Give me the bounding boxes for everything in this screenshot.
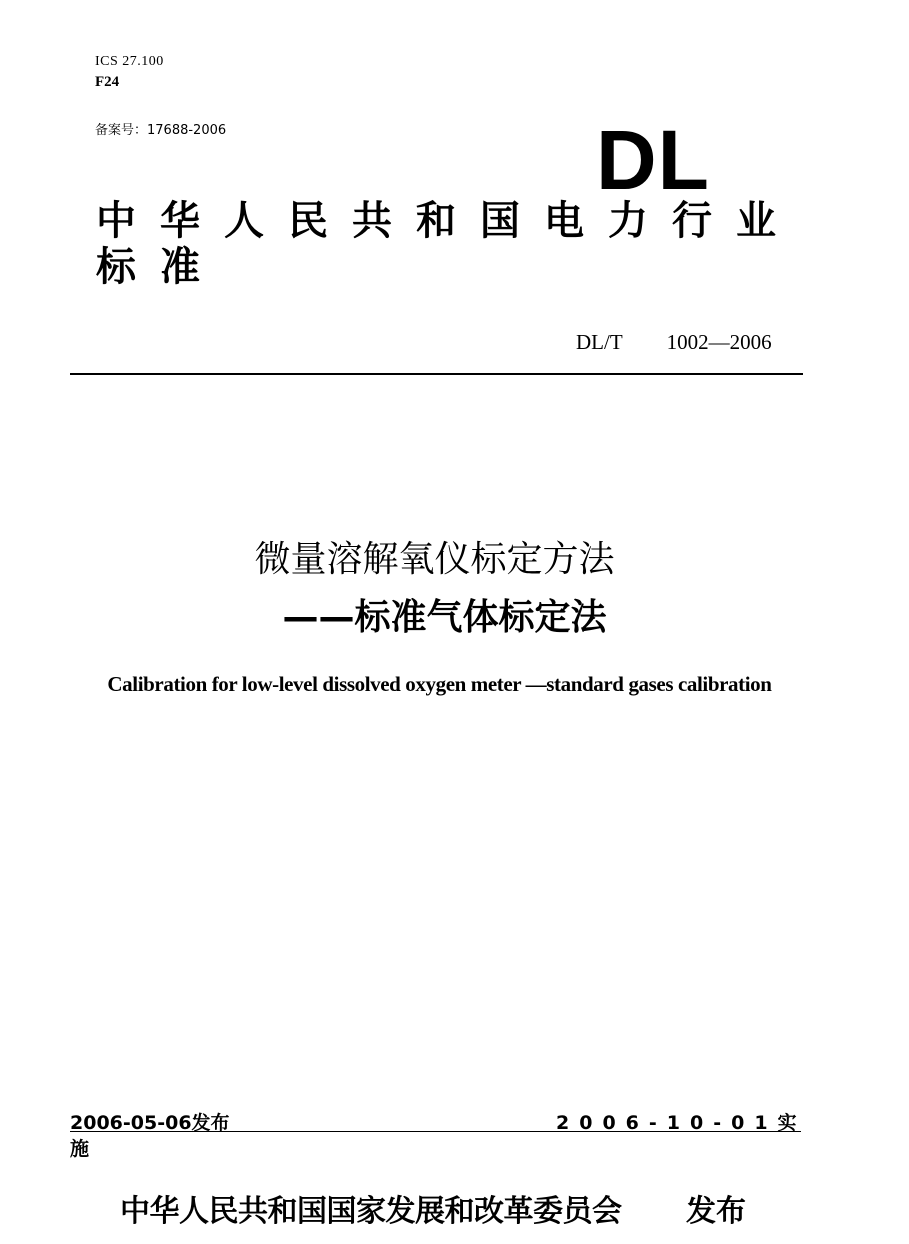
issuing-authority: 中华人民共和国国家发展和改革委员会 — [120, 1194, 622, 1229]
title-english: Calibration for low-level dissolved oxygen meter —standard gases calibration — [107, 672, 772, 696]
dl-logo: DL — [596, 113, 710, 207]
registration-number: 备案号：17688-2006 — [95, 123, 227, 138]
title-chinese: 微量溶解氧仪标定方法 — [254, 539, 615, 580]
standard-prefix: DL/T — [576, 330, 623, 354]
subtitle-chinese: ——标准气体标定法 — [282, 597, 607, 638]
implementation-date: 2006-10-01实 — [556, 1112, 807, 1134]
classification-code: F24 — [95, 74, 120, 90]
standard-number — [576, 330, 772, 355]
footer-rule — [70, 1131, 801, 1132]
standard-category: 中华人民共和国电力行业标准 — [96, 198, 800, 290]
standard-code: 1002—2006 — [666, 330, 772, 354]
standard-category-block — [96, 198, 804, 298]
publish-date: 2006-05-06发布 — [70, 1112, 230, 1134]
issue-label: 发布 — [686, 1194, 746, 1229]
ics-code: ICS 27.100 — [95, 54, 164, 69]
implementation-date-tail: 施 — [70, 1138, 90, 1160]
header-rule — [70, 373, 803, 375]
